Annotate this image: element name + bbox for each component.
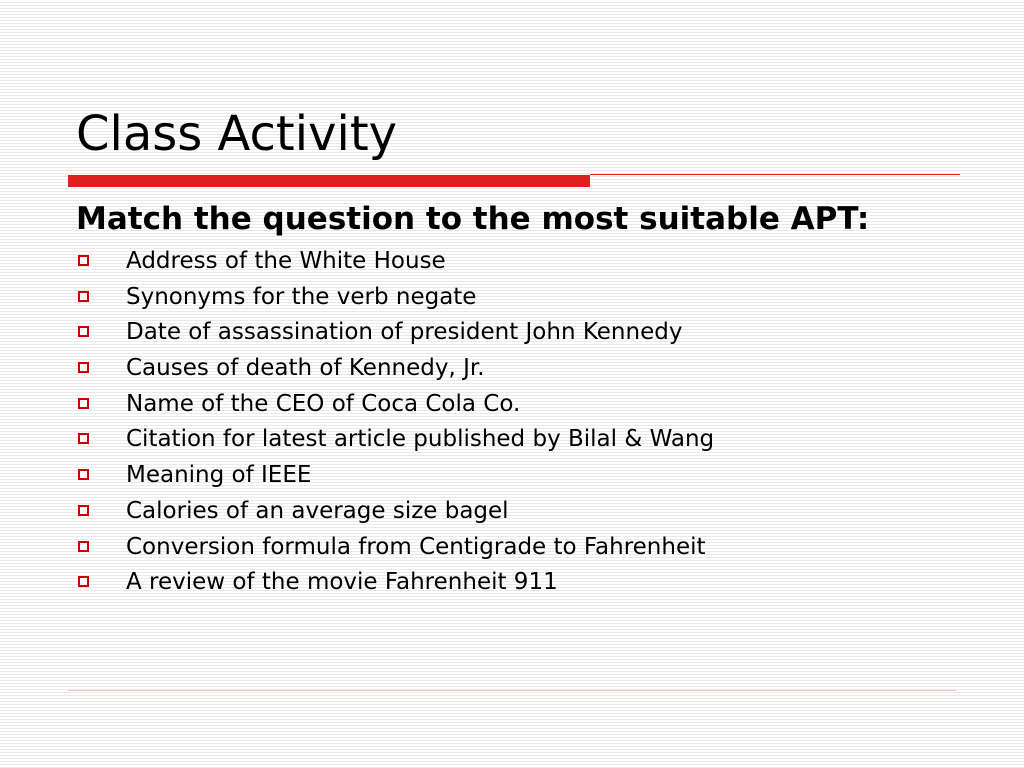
list-item: [76, 351, 956, 387]
activity-heading: Match the question to the most suitable APT:: [76, 201, 870, 237]
list-item: [76, 494, 956, 530]
list-item: [76, 565, 956, 601]
list-item-text: Calories of an average size bagel: [126, 497, 509, 524]
list-item-text: Date of assassination of president John Kennedy: [126, 319, 683, 346]
footer-divider: [68, 690, 956, 691]
square-bullet-icon: [78, 576, 89, 587]
square-bullet-icon: [78, 362, 89, 373]
question-list: [76, 244, 956, 601]
square-bullet-icon: [78, 398, 89, 409]
list-item-text: Meaning of IEEE: [126, 462, 312, 489]
square-bullet-icon: [78, 541, 89, 552]
list-item: [76, 387, 956, 423]
title-underline-thick: [68, 175, 590, 187]
list-item-text: Synonyms for the verb negate: [126, 283, 477, 310]
title-underline-thin: [590, 174, 960, 175]
list-item-text: Name of the CEO of Coca Cola Co.: [126, 390, 521, 417]
square-bullet-icon: [78, 469, 89, 480]
square-bullet-icon: [78, 326, 89, 337]
slide-content: [76, 200, 956, 601]
list-item-text: Causes of death of Kennedy, Jr.: [126, 355, 485, 382]
list-item: [76, 280, 956, 316]
list-item: [76, 244, 956, 280]
list-item: [76, 530, 956, 566]
list-item: [76, 315, 956, 351]
slide-title: Class Activity: [76, 106, 398, 162]
list-item-text: Conversion formula from Centigrade to Fahrenheit: [126, 533, 706, 560]
square-bullet-icon: [78, 291, 89, 302]
list-item: [76, 458, 956, 494]
list-item-text: Citation for latest article published by Bilal & Wang: [126, 426, 715, 453]
square-bullet-icon: [78, 255, 89, 266]
list-item-text: Address of the White House: [126, 248, 446, 274]
list-item-text: A review of the movie Fahrenheit 911: [126, 569, 558, 596]
square-bullet-icon: [78, 433, 89, 444]
list-item: [76, 422, 956, 458]
square-bullet-icon: [78, 505, 89, 516]
